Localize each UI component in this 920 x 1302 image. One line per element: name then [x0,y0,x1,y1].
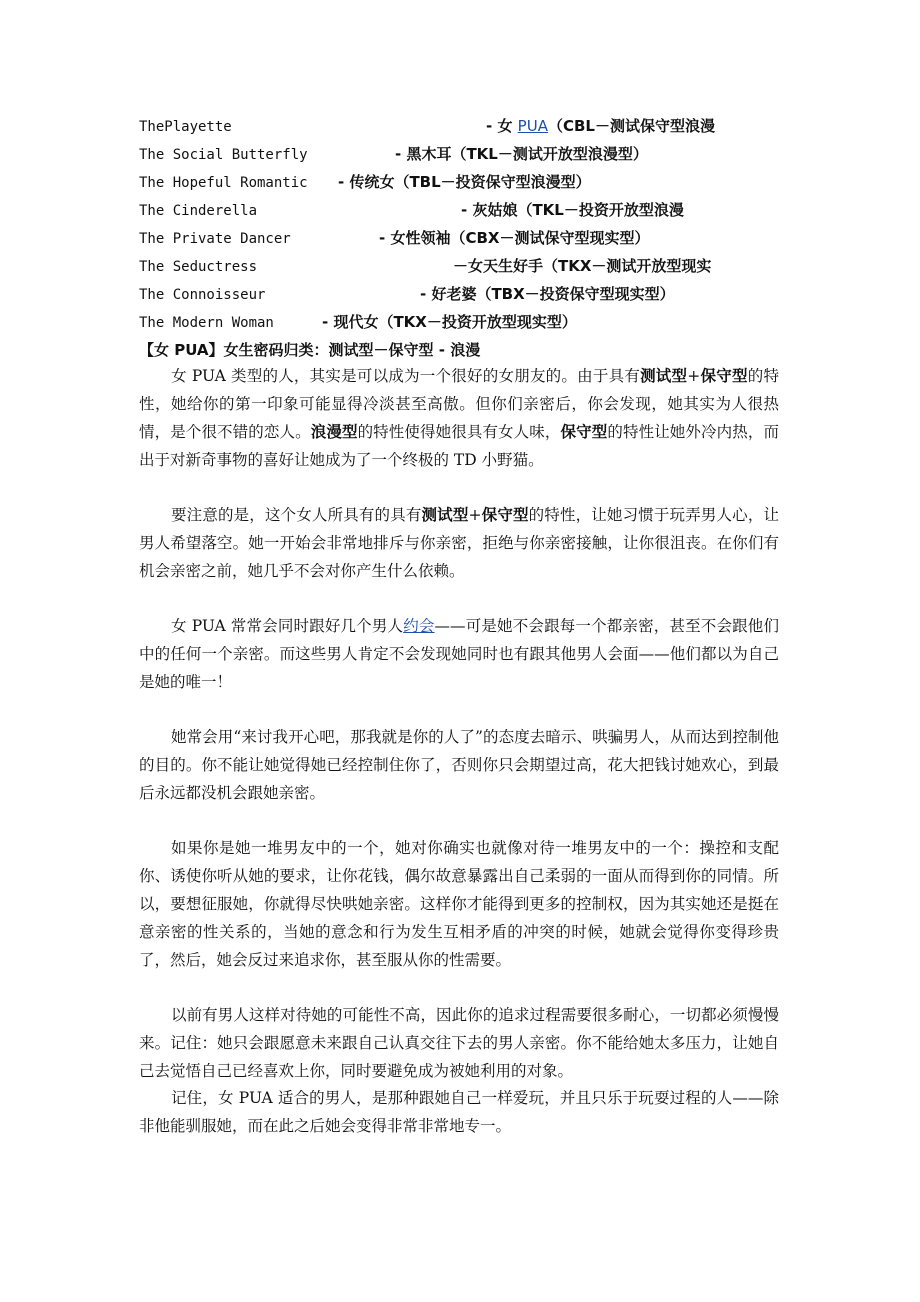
type-english-name: The Hopeful Romantic [139,175,308,191]
text-run: 的特性让她外冷内热，而出于对新奇事物的喜好让她成为了一个终极的 TD 小野猫。 [139,423,779,469]
type-row-private-dancer [139,228,650,249]
text-run: 要注意的是，这个女人所具有的具有 [171,506,422,524]
type-english-name: The Modern Woman [139,315,274,331]
type-row-connoisseur [139,284,675,305]
paragraph-6: 以前有男人这样对待她的可能性不高，因此你的追求过程需要很多耐心，一切都必须慢慢来。记住：她只会跟愿意未来跟自己认真交往下去的男人亲密。你不能给她太多压力，让她自己去觉悟自己已经喜欢上你，同时要避免成为被她利用的对象。 [139,1006,779,1080]
type-english-name: The Seductress [139,259,258,275]
type-row-cinderella [139,200,684,221]
text-run: 的特性使得她很具有女人味， [357,423,561,441]
date-link[interactable]: 约会 [403,617,435,635]
text-run: 的特性，她给你的第一印象可能显得冷淡甚至高傲。但你们亲密后，你会发现，她其实为人很热情，是个很不错的恋人。 [139,367,779,441]
type-chinese-name: - 好老婆（TBX－投资保守型现实型） [420,285,675,303]
type-english-name: The Cinderella [139,203,258,219]
type-chinese-name: - 黑木耳（TKL－测试开放型浪漫型） [395,145,648,163]
type-chinese-suffix: （CBL－测试保守型浪漫 [547,117,715,135]
type-chinese-name [486,116,715,136]
type-english-name: The Social Butterfly [139,147,308,163]
paragraph-4: 她常会用“来讨我开心吧，那我就是你的人了”的态度去暗示、哄骗男人，从而达到控制他的目的。你不能让她觉得她已经控制住你了，否则你只会期望过高，花大把钱讨她欢心，到最后永远都没机会跟她亲密。 [139,728,779,802]
bold-term: 测试型 [421,505,469,524]
paragraph-7: 记住，女 PUA 适合的男人，是那种跟她自己一样爱玩，并且只乐于玩耍过程的人——除非他能驯服她，而在此之后她会变得非常非常地专一。 [139,1089,779,1135]
type-english-name: The Connoisseur [139,287,266,303]
paragraph-2 [139,501,779,585]
type-chinese-prefix: - 女 [486,117,518,135]
bold-term: 保守型 [560,422,608,441]
type-english-name: The Private Dancer [139,231,291,247]
paragraph-5: 如果你是她一堆男友中的一个，她对你确实也就像对待一堆男友中的一个：操控和支配你、诱使你听从她的要求，让你花钱，偶尔故意暴露出自己柔弱的一面从而得到你的同情。所以，要想征服她，你就得尽快哄她亲密。这样你才能得到更多的控制权，因为其实她还是挺在意亲密的性关系的，当她的意念和行为发生互相矛盾的冲突的时候，她就会觉得你变得珍贵了，然后，她会反过来追求你，甚至服从你的性需要。 [139,839,779,969]
paragraph-1 [139,362,779,474]
type-chinese-name: - 女性领袖（CBX－测试保守型现实型） [379,229,650,247]
type-row-seductress [139,256,712,277]
text-run: 女 PUA 常常会同时跟好几个男人 [171,617,404,635]
section-heading: 【女 PUA】女生密码归类：测试型－保守型 - 浪漫 [139,341,481,359]
text-run: 女 PUA 类型的人，其实是可以成为一个很好的女朋友的。由于具有 [171,367,641,385]
text-run: ——可是她不会跟每一个都亲密，甚至不会跟他们中的任何一个亲密。而这些男人肯定不会发现她同时也有跟其他男人会面——他们都以为自己是她的唯一！ [139,617,779,691]
type-row-modern-woman [139,312,577,333]
bold-term: 保守型 [481,505,529,524]
text-run: + [687,367,701,385]
type-chinese-name: －女天生好手（TKX－测试开放型现实 [453,257,712,275]
bold-term: 浪漫型 [310,422,358,441]
type-chinese-name: - 灰姑娘（TKL－投资开放型浪漫 [461,201,684,219]
bold-term: 测试型 [640,366,688,385]
pua-link[interactable]: PUA [517,117,548,135]
type-row-hopeful-romantic [139,172,591,193]
text-run: + [468,506,482,524]
type-english-name: ThePlayette [139,119,232,135]
paragraph-3 [139,612,779,696]
type-chinese-name: - 传统女（TBL－投资保守型浪漫型） [338,173,591,191]
type-row-playette [139,116,715,137]
type-chinese-name: - 现代女（TKX－投资开放型现实型） [322,313,577,331]
bold-term: 保守型 [700,366,748,385]
type-row-social-butterfly [139,144,648,165]
text-run: 的特性，让她习惯于玩弄男人心，让男人希望落空。她一开始会非常地排斥与你亲密，拒绝与你亲密接触，让你很沮丧。在你们有机会亲密之前，她几乎不会对你产生什么依赖。 [139,506,779,580]
